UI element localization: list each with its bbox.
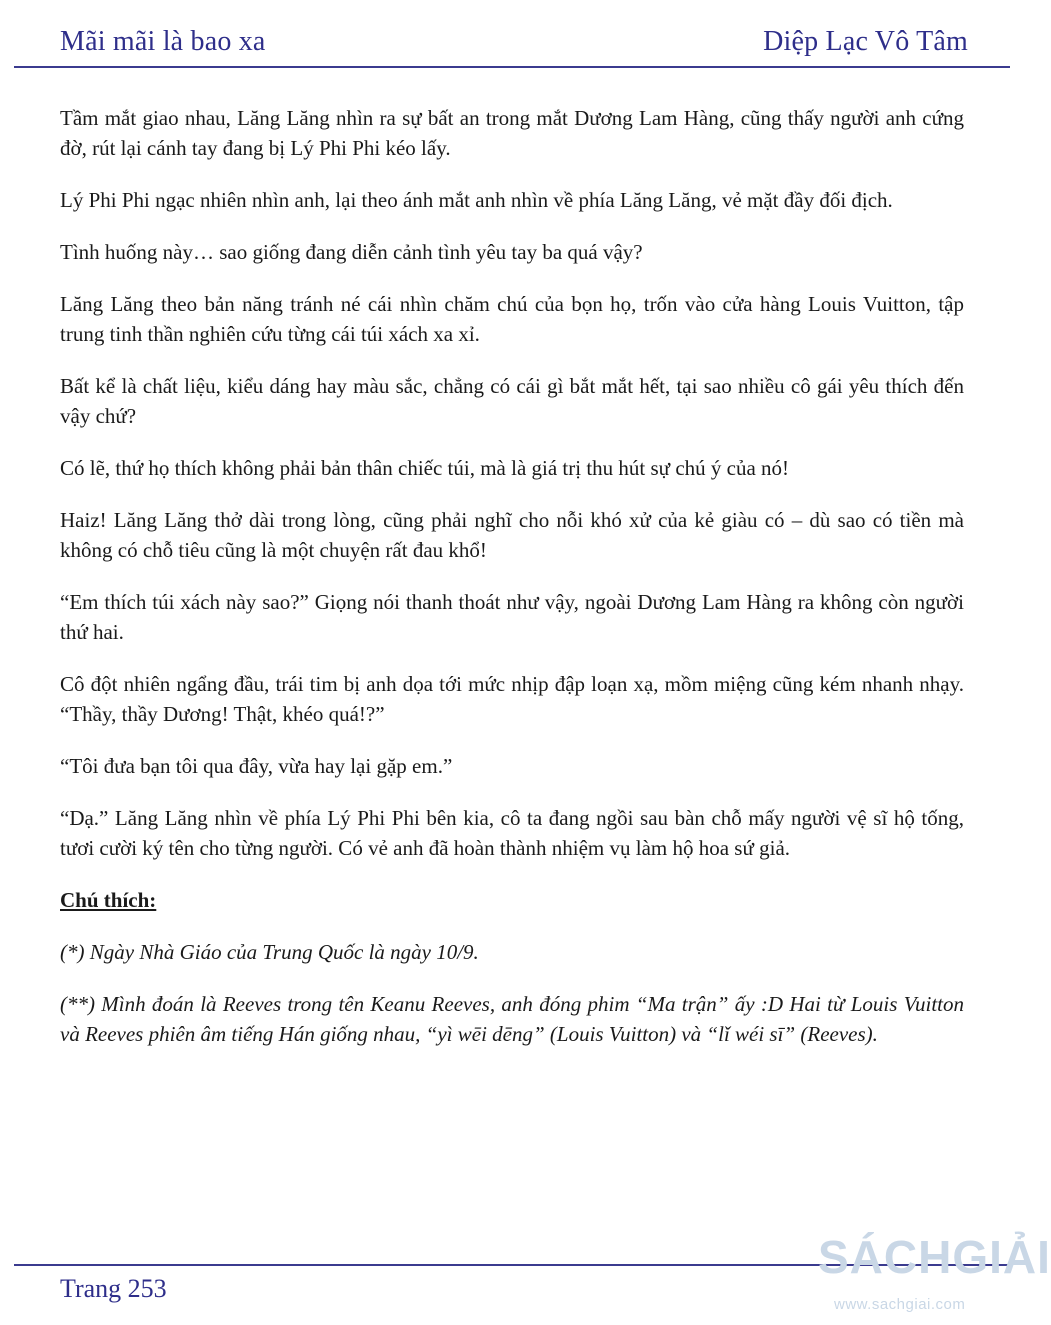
paragraph: “Em thích túi xách này sao?” Giọng nói thanh thoát như vậy, ngoài Dương Lam Hàng ra không còn người thứ hai. <box>60 590 964 644</box>
paragraph: Có lẽ, thứ họ thích không phải bản thân chiếc túi, mà là giá trị thu hút sự chú ý của nó! <box>60 456 790 480</box>
book-title: Mãi mãi là bao xa <box>60 26 266 57</box>
paragraph: Haiz! Lăng Lăng thở dài trong lòng, cũng phải nghĩ cho nỗi khó xử của kẻ giàu có – dù sao có tiền mà không có chỗ tiêu cũng là một chuyện rất đau khổ! <box>60 508 964 562</box>
paragraph: Tình huống này… sao giống đang diễn cảnh tình yêu tay ba quá vậy? <box>60 240 643 264</box>
paragraph: Lăng Lăng theo bản năng tránh né cái nhìn chăm chú của bọn họ, trốn vào cửa hàng Louis Vuitton, tập trung tinh thần nghiên cứu từng cái túi xách xa xỉ. <box>60 292 964 346</box>
footnote: (**) Mình đoán là Reeves trong tên Keanu Reeves, anh đóng phim “Ma trận” ấy :D Hai từ Louis Vuitton và Reeves phiên âm tiếng Hán giống nhau, “yì wēi dēng” (Louis Vuitton) và “lǐ wéi sī” (Reeves). <box>60 992 964 1046</box>
paragraph: Cô đột nhiên ngẩng đầu, trái tim bị anh dọa tới mức nhịp đập loạn xạ, mồm miệng cũng kém nhanh nhạy. “Thầy, thầy Dương! Thật, khéo quá!?” <box>60 672 964 726</box>
author-name: Diệp Lạc Vô Tâm <box>763 26 968 57</box>
notes-heading: Chú thích: <box>60 888 157 912</box>
watermark-logo <box>818 1222 1051 1322</box>
paragraph: Tầm mắt giao nhau, Lăng Lăng nhìn ra sự bất an trong mắt Dương Lam Hàng, cũng thấy người anh cứng đờ, rút lại cánh tay đang bị Lý Phi Phi kéo lấy. <box>60 106 964 160</box>
page-number: Trang 253 <box>60 1274 167 1303</box>
paragraph: “Tôi đưa bạn tôi qua đây, vừa hay lại gặp em.” <box>60 754 453 778</box>
page-header <box>14 22 1010 68</box>
paragraph: “Dạ.” Lăng Lăng nhìn về phía Lý Phi Phi bên kia, cô ta đang ngồi sau bàn chỗ mấy người vệ sĩ hộ tống, tươi cười ký tên cho từng người. Có vẻ anh đã hoàn thành nhiệm vụ làm hộ hoa sứ giả. <box>60 806 964 860</box>
watermark-url: www.sachgiai.com <box>834 1296 966 1313</box>
paragraph: Lý Phi Phi ngạc nhiên nhìn anh, lại theo ánh mắt anh nhìn về phía Lăng Lăng, vẻ mặt đầy đối địch. <box>60 188 893 212</box>
paragraph: Bất kể là chất liệu, kiểu dáng hay màu sắc, chẳng có cái gì bắt mắt hết, tại sao nhiều cô gái yêu thích đến vậy chứ? <box>60 374 964 428</box>
footnote: (*) Ngày Nhà Giáo của Trung Quốc là ngày 10/9. <box>60 940 479 964</box>
page-body <box>60 103 964 1071</box>
watermark-logo-text: SÁCHGIẢI <box>818 1231 1051 1283</box>
